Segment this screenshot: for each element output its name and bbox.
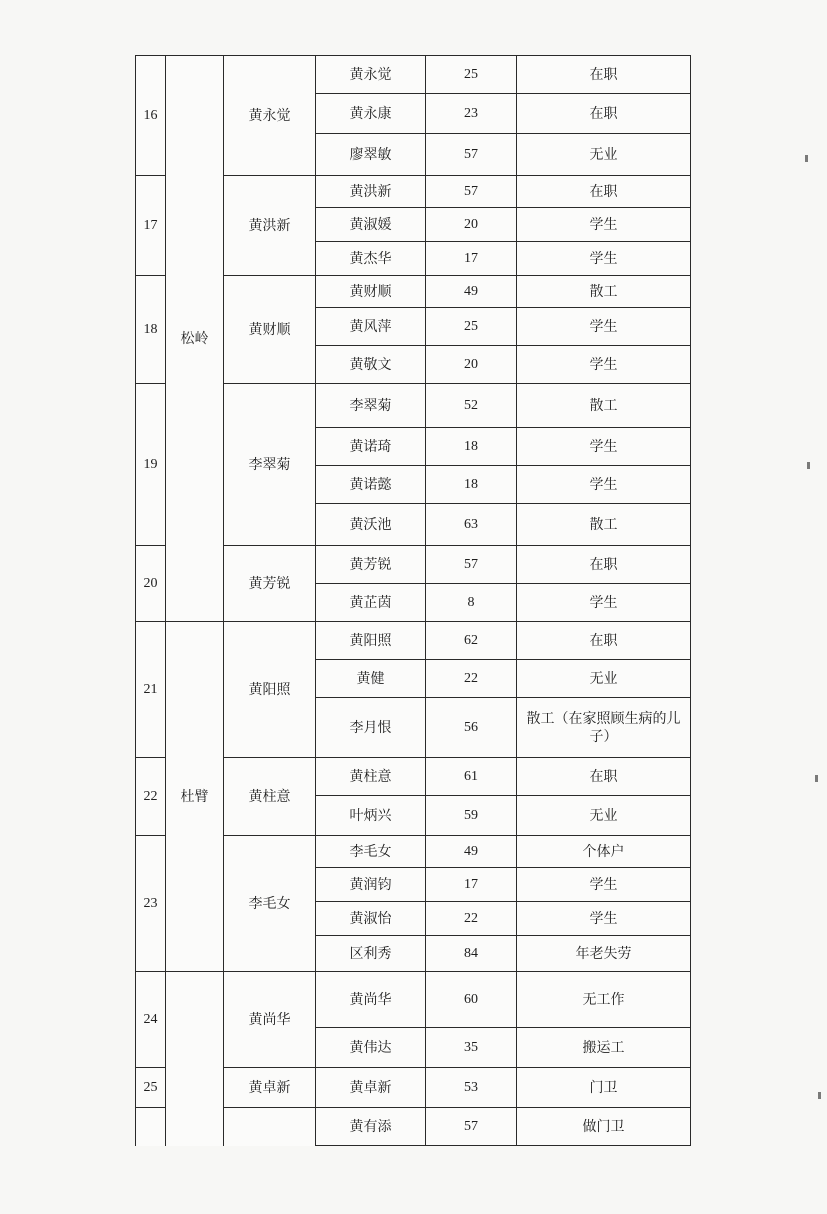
member-status: 学生 [517, 208, 691, 242]
seq-cell: 16 [136, 56, 166, 176]
seq-cell: 20 [136, 546, 166, 622]
seq-cell: 18 [136, 276, 166, 384]
member-status: 学生 [517, 868, 691, 902]
household-head-cell: 李翠菊 [224, 384, 316, 546]
member-status: 学生 [517, 584, 691, 622]
household-head-cell: 黄尚华 [224, 972, 316, 1068]
member-name: 廖翠敏 [316, 134, 426, 176]
member-name: 叶炳兴 [316, 796, 426, 836]
member-status: 学生 [517, 428, 691, 466]
member-name: 黄柱意 [316, 758, 426, 796]
household-head-cell: 黄永觉 [224, 56, 316, 176]
member-age: 17 [426, 242, 517, 276]
table-row [136, 622, 691, 660]
member-age: 61 [426, 758, 517, 796]
member-age: 18 [426, 466, 517, 504]
household-head-cell: 黄柱意 [224, 758, 316, 836]
member-age: 49 [426, 276, 517, 308]
member-name: 黄淑媛 [316, 208, 426, 242]
member-status: 学生 [517, 308, 691, 346]
table-row [136, 56, 691, 94]
member-age: 62 [426, 622, 517, 660]
member-status: 无业 [517, 796, 691, 836]
member-age: 35 [426, 1028, 517, 1068]
member-age: 63 [426, 504, 517, 546]
member-age: 57 [426, 546, 517, 584]
member-status: 在职 [517, 546, 691, 584]
member-status: 学生 [517, 346, 691, 384]
scan-artifact-mark [818, 1092, 821, 1099]
member-age: 20 [426, 208, 517, 242]
member-age: 53 [426, 1068, 517, 1108]
seq-cell: 25 [136, 1068, 166, 1108]
scan-artifact-mark [805, 155, 808, 162]
member-status: 在职 [517, 94, 691, 134]
member-name: 黄尚华 [316, 972, 426, 1028]
village-label: 杜臂 [180, 788, 209, 805]
member-age: 60 [426, 972, 517, 1028]
member-age: 8 [426, 584, 517, 622]
table-row [136, 972, 691, 1028]
seq-cell: 22 [136, 758, 166, 836]
member-name: 黄健 [316, 660, 426, 698]
village-cell [166, 622, 224, 972]
scan-artifact-mark [815, 775, 818, 782]
member-status: 学生 [517, 466, 691, 504]
member-age: 56 [426, 698, 517, 758]
scan-artifact-mark [807, 462, 810, 469]
member-age: 18 [426, 428, 517, 466]
member-status: 个体户 [517, 836, 691, 868]
member-status: 在职 [517, 56, 691, 94]
member-name: 黄诺琦 [316, 428, 426, 466]
household-head-cell: 李毛女 [224, 836, 316, 972]
household-head-cell: 黄卓新 [224, 1068, 316, 1108]
member-name: 黄沃池 [316, 504, 426, 546]
member-name: 黄永康 [316, 94, 426, 134]
household-head-cell: 黄芳锐 [224, 546, 316, 622]
member-age: 57 [426, 134, 517, 176]
member-status: 年老失劳 [517, 936, 691, 972]
household-head-cell: 黄财顺 [224, 276, 316, 384]
seq-cell: 24 [136, 972, 166, 1068]
seq-cell [136, 1108, 166, 1146]
member-status: 门卫 [517, 1068, 691, 1108]
member-name: 黄伟达 [316, 1028, 426, 1068]
seq-cell: 23 [136, 836, 166, 972]
member-age: 49 [426, 836, 517, 868]
member-age: 17 [426, 868, 517, 902]
member-status: 散工 [517, 276, 691, 308]
village-cell [166, 972, 224, 1146]
member-status: 学生 [517, 902, 691, 936]
member-age: 57 [426, 176, 517, 208]
member-name: 黄敬文 [316, 346, 426, 384]
member-name: 黄风萍 [316, 308, 426, 346]
member-name: 黄财顺 [316, 276, 426, 308]
member-age: 22 [426, 902, 517, 936]
member-name: 黄淑怡 [316, 902, 426, 936]
member-age: 25 [426, 56, 517, 94]
member-age: 57 [426, 1108, 517, 1146]
seq-cell: 19 [136, 384, 166, 546]
village-cell [166, 56, 224, 622]
household-head-cell: 黄阳照 [224, 622, 316, 758]
member-name: 黄芷茵 [316, 584, 426, 622]
member-status: 搬运工 [517, 1028, 691, 1068]
member-name: 李翠菊 [316, 384, 426, 428]
member-name: 黄卓新 [316, 1068, 426, 1108]
member-name: 黄有添 [316, 1108, 426, 1146]
member-name: 区利秀 [316, 936, 426, 972]
member-name: 黄永觉 [316, 56, 426, 94]
member-name: 黄阳照 [316, 622, 426, 660]
member-age: 23 [426, 94, 517, 134]
member-status: 无业 [517, 134, 691, 176]
member-status: 散工 [517, 504, 691, 546]
member-status: 散工 [517, 384, 691, 428]
member-status: 在职 [517, 176, 691, 208]
member-name: 李月恨 [316, 698, 426, 758]
member-status: 散工（在家照顾生病的儿子） [517, 698, 691, 758]
member-name: 黄洪新 [316, 176, 426, 208]
member-name: 黄芳锐 [316, 546, 426, 584]
household-roster-table [135, 55, 691, 1146]
member-age: 59 [426, 796, 517, 836]
member-status: 学生 [517, 242, 691, 276]
seq-cell: 17 [136, 176, 166, 276]
member-name: 李毛女 [316, 836, 426, 868]
member-age: 84 [426, 936, 517, 972]
member-name: 黄杰华 [316, 242, 426, 276]
household-head-cell: 黄洪新 [224, 176, 316, 276]
member-age: 20 [426, 346, 517, 384]
member-status: 无业 [517, 660, 691, 698]
household-head-cell [224, 1108, 316, 1146]
member-age: 22 [426, 660, 517, 698]
member-status: 做门卫 [517, 1108, 691, 1146]
member-age: 52 [426, 384, 517, 428]
member-status: 在职 [517, 622, 691, 660]
member-status: 在职 [517, 758, 691, 796]
member-age: 25 [426, 308, 517, 346]
member-name: 黄诺懿 [316, 466, 426, 504]
member-status: 无工作 [517, 972, 691, 1028]
seq-cell: 21 [136, 622, 166, 758]
village-label: 松岭 [180, 330, 209, 347]
member-name: 黄润钧 [316, 868, 426, 902]
